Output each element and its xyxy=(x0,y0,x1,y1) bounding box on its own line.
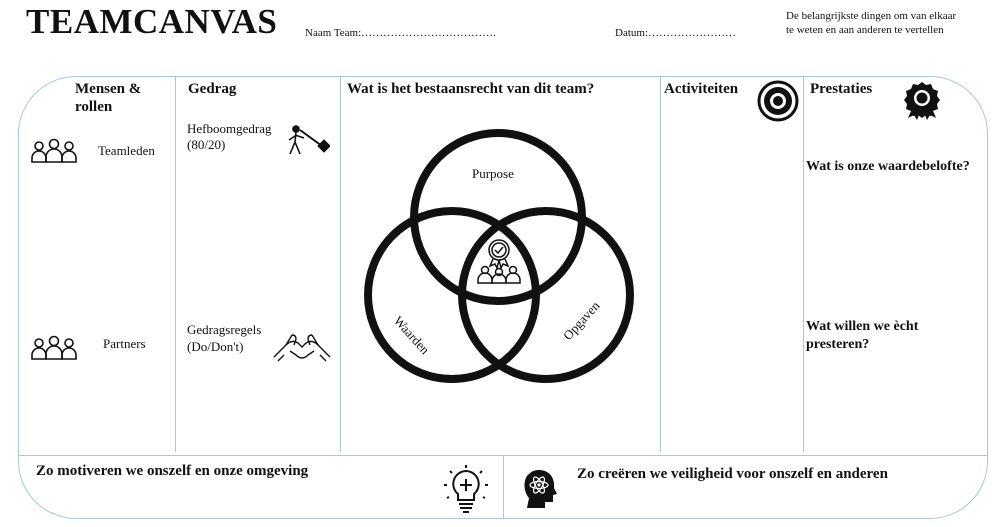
date-field[interactable]: Datum:…………………… xyxy=(615,27,736,39)
people-roles-title-2: rollen xyxy=(75,99,113,115)
behavior-rules-sub: (Do/Don't) xyxy=(187,339,244,354)
head-atom-icon xyxy=(521,468,557,510)
people-group-icon xyxy=(30,335,78,361)
venn-diagram xyxy=(340,120,660,390)
venn-circle-tasks xyxy=(462,211,630,379)
venn-label-purpose: Purpose xyxy=(472,166,514,181)
target-icon xyxy=(757,80,799,122)
people-group-icon xyxy=(30,138,78,164)
leverage-behavior-sub: (80/20) xyxy=(187,137,226,152)
team-members-label: Teamleden xyxy=(98,143,155,158)
behavior-title: Gedrag xyxy=(188,81,237,97)
results-title: Prestaties xyxy=(810,81,873,97)
performance-question-1: Wat willen we ècht xyxy=(806,319,919,334)
leverage-behavior-label: Hefboomgedrag xyxy=(187,121,272,136)
header-note-line-1: De belangrijkste dingen om van elkaar xyxy=(786,10,957,22)
activities-title: Activiteiten xyxy=(664,81,739,97)
lightbulb-icon xyxy=(441,465,491,515)
team-name-field[interactable]: Naam Team:………………………………. xyxy=(305,27,496,39)
divider xyxy=(175,77,176,452)
header-note-line-2: te weten en aan anderen te vertellen xyxy=(786,24,944,36)
performance-question-2: presteren? xyxy=(806,337,870,352)
page-title: TEAMCANVAS xyxy=(26,2,278,41)
motivation-title: Zo motiveren we onszelf en onze omgeving xyxy=(36,463,309,479)
partners-label: Partners xyxy=(103,336,146,351)
venn-label-tasks: Opgaven xyxy=(560,298,603,344)
behavior-rules-label: Gedragsregels xyxy=(187,322,262,337)
lever-icon xyxy=(286,124,330,156)
people-roles-title-1: Mensen & xyxy=(75,81,142,97)
value-promise-question: Wat is onze waardebelofte? xyxy=(806,159,970,174)
pinky-promise-icon xyxy=(272,333,332,365)
venn-circle-values xyxy=(368,211,536,379)
divider xyxy=(660,77,661,452)
purpose-title: Wat is het bestaansrecht van dit team? xyxy=(347,81,595,97)
team-award-icon xyxy=(478,240,520,283)
divider xyxy=(803,77,804,452)
divider xyxy=(503,456,504,518)
venn-label-values: Waarden xyxy=(390,313,433,358)
award-ribbon-icon xyxy=(902,80,942,120)
safety-title: Zo creëren we veiligheid voor onszelf en anderen xyxy=(577,466,888,482)
